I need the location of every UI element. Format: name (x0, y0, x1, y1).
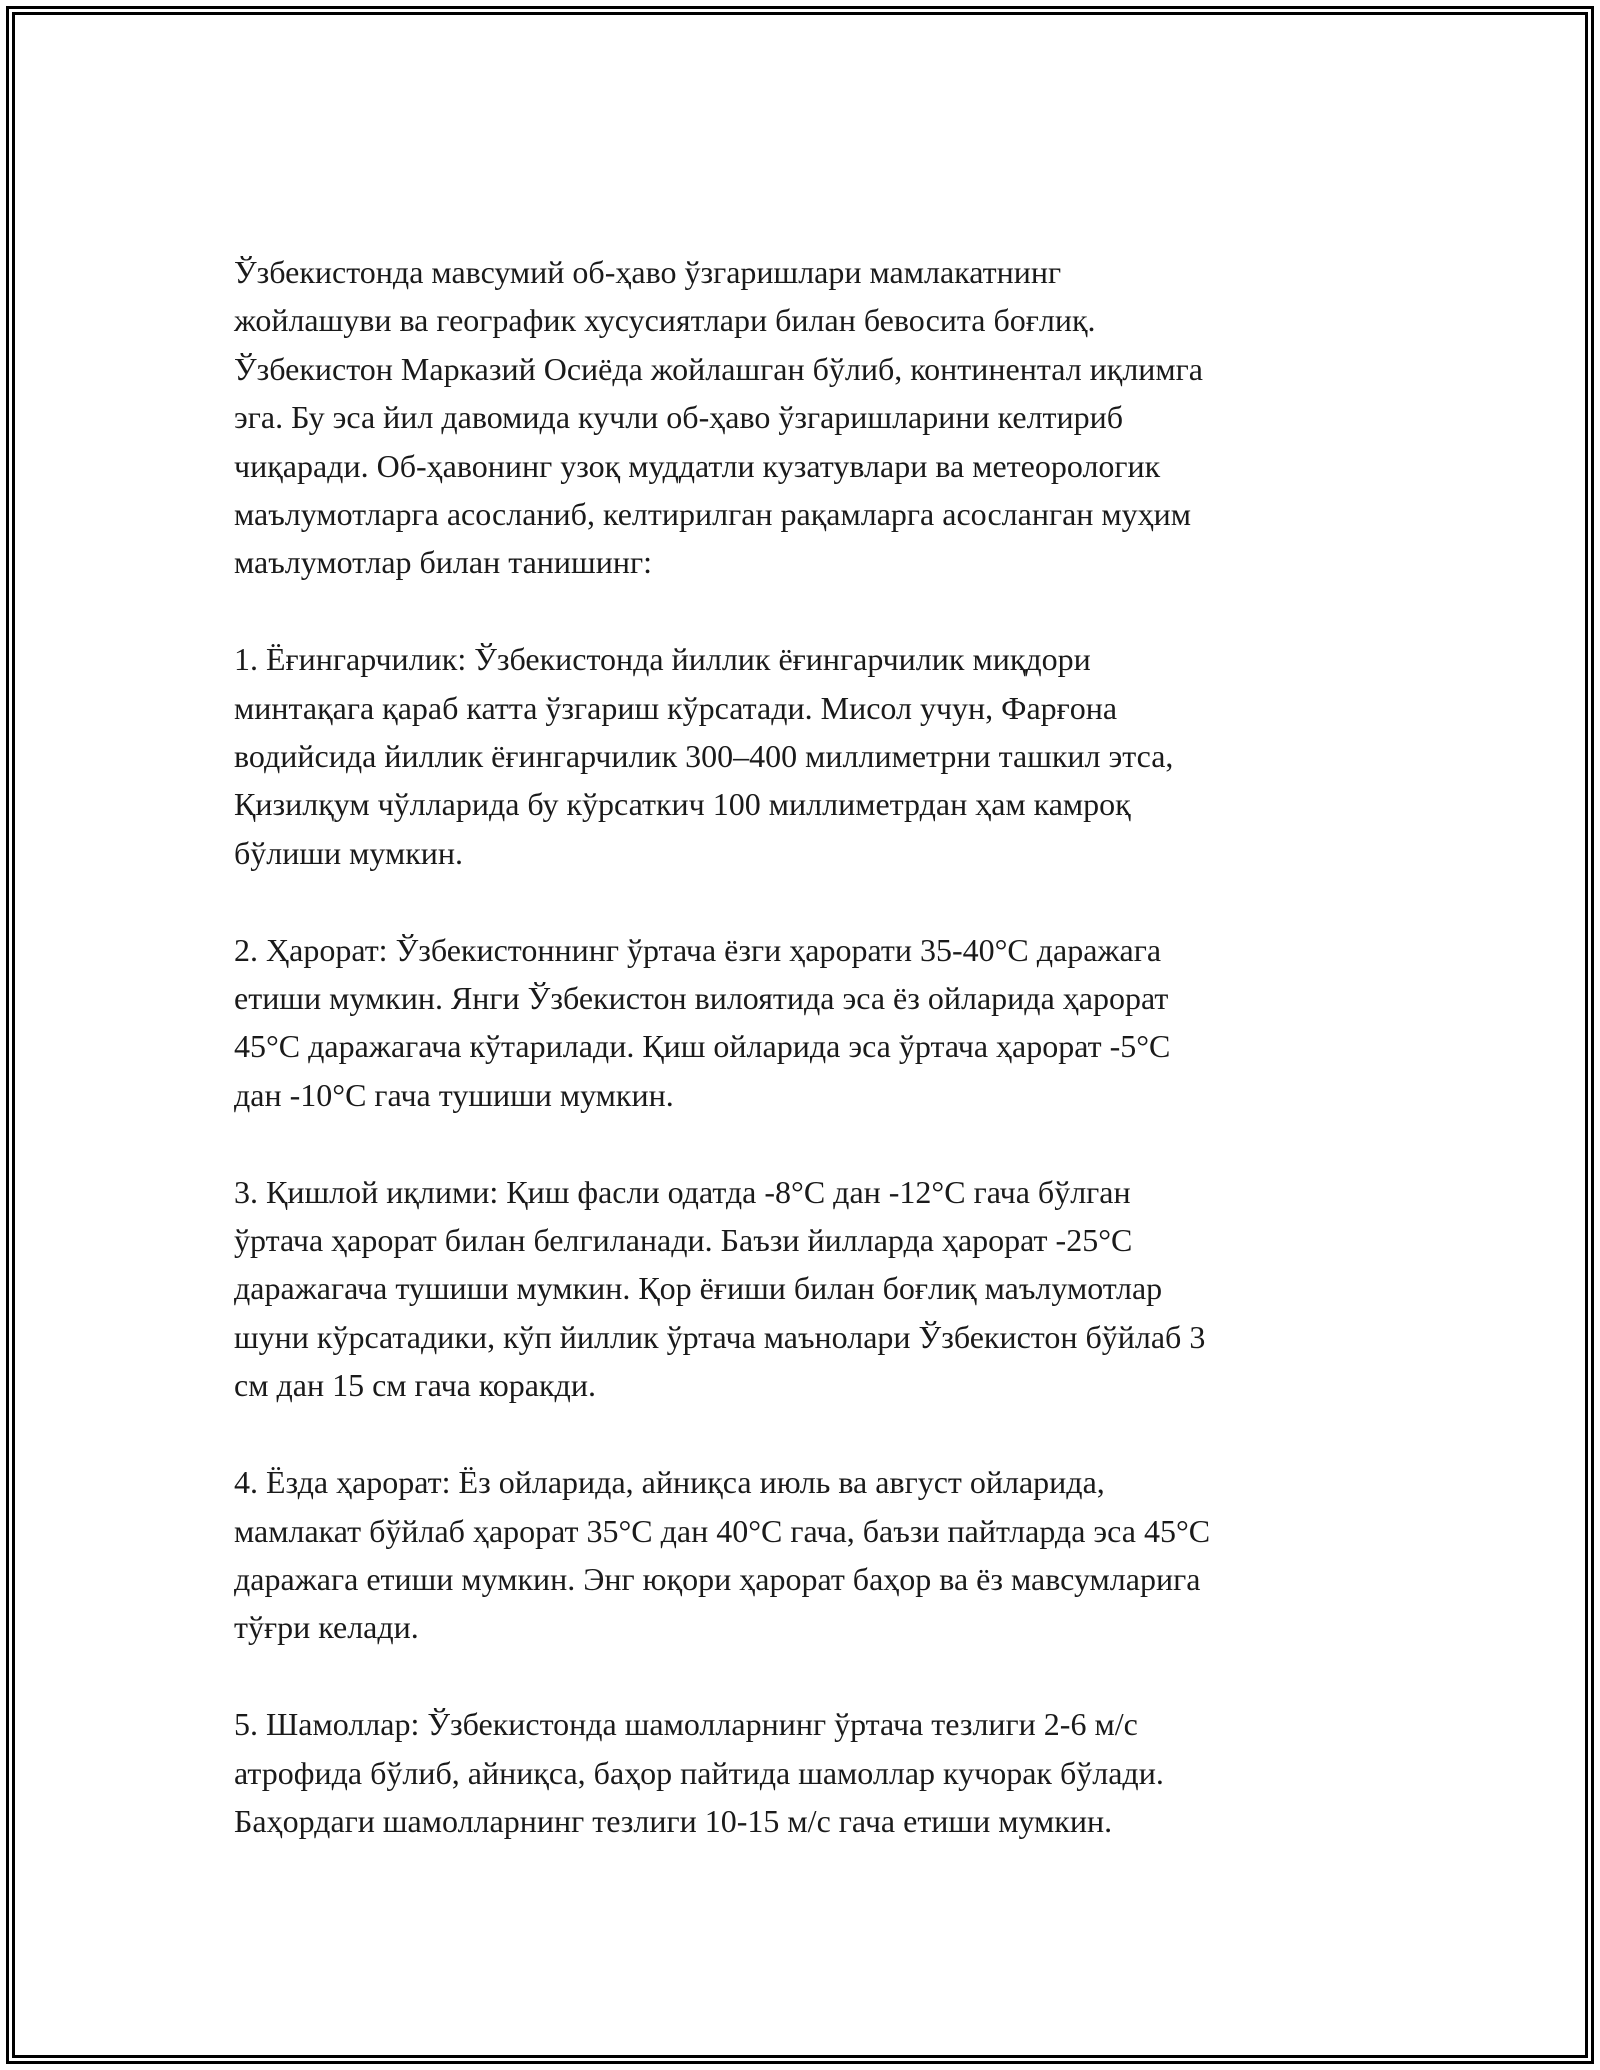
temperature-paragraph: 2. Ҳарорат: Ўзбекистоннинг ўртача ёзги ҳарорати 35-40°C даражага етиши мумкин. Янги Ўзбекистон вилоятида эса ёз ойларида ҳарорат 45°C даражагача кўтарилади. Қиш ойларида эса ўртача ҳарорат -5°C дан -10°C гача тушиши мумкин. (234, 931, 1171, 1113)
document-body (234, 248, 1364, 1845)
intro-paragraph: Ўзбекистонда мавсумий об-ҳаво ўзгаришлари мамлакатнинг жойлашуви ва географик хусусиятлари билан бевосита боғлиқ. Ўзбекистон Марказий Осиёда жойлашган бўлиб, континентал иқлимга эга. Бу эса йил давомида кучли об-ҳаво ўзгаришларини келтириб чиқаради. Об-ҳавонинг узоқ муддатли кузатувлари ва метеорологик маълумотларга асосланиб, келтирилган рақамларга асосланган муҳим маълумотлар билан танишинг: (234, 254, 1203, 581)
winds-paragraph: 5. Шамоллар: Ўзбекистонда шамолларнинг ўртача тезлиги 2-6 м/с атрофида бўлиб, айниқса, баҳор пайтида шамоллар кучорак бўлади. Баҳордаги шамолларнинг тезлиги 10-15 м/с гача етиши мумкин. (234, 1706, 1164, 1839)
winter-climate-paragraph: 3. Қишлой иқлими: Қиш фасли одатда -8°C дан -12°C гача бўлган ўртача ҳарорат билан белгиланади. Баъзи йилларда ҳарорат -25°C даражагача тушиши мумкин. Қор ёғиши билан боғлиқ маълумотлар шуни кўрсатадики, кўп йиллик ўртача маънолари Ўзбекистон бўйлаб 3 см дан 15 см гача коракди. (234, 1173, 1206, 1404)
precipitation-paragraph: 1. Ёғингарчилик: Ўзбекистонда йиллик ёғингарчилик миқдори минтақага қараб катта ўзгариш кўрсатади. Мисол учун, Фарғона водийсида йиллик ёғингарчилик 300–400 миллиметрни ташкил этса, Қизилқум чўлларида бу кўрсаткич 100 миллиметрдан ҳам камроқ бўлиши мумкин. (234, 641, 1174, 871)
summer-temperature-paragraph: 4. Ёзда ҳарорат: Ёз ойларида, айниқса июль ва август ойларида, мамлакат бўйлаб ҳарорат 35°C дан 40°C гача, баъзи пайтларда эса 45°C даражага етиши мумкин. Энг юқори ҳарорат баҳор ва ёз мавсумларига тўғри келади. (234, 1464, 1211, 1646)
